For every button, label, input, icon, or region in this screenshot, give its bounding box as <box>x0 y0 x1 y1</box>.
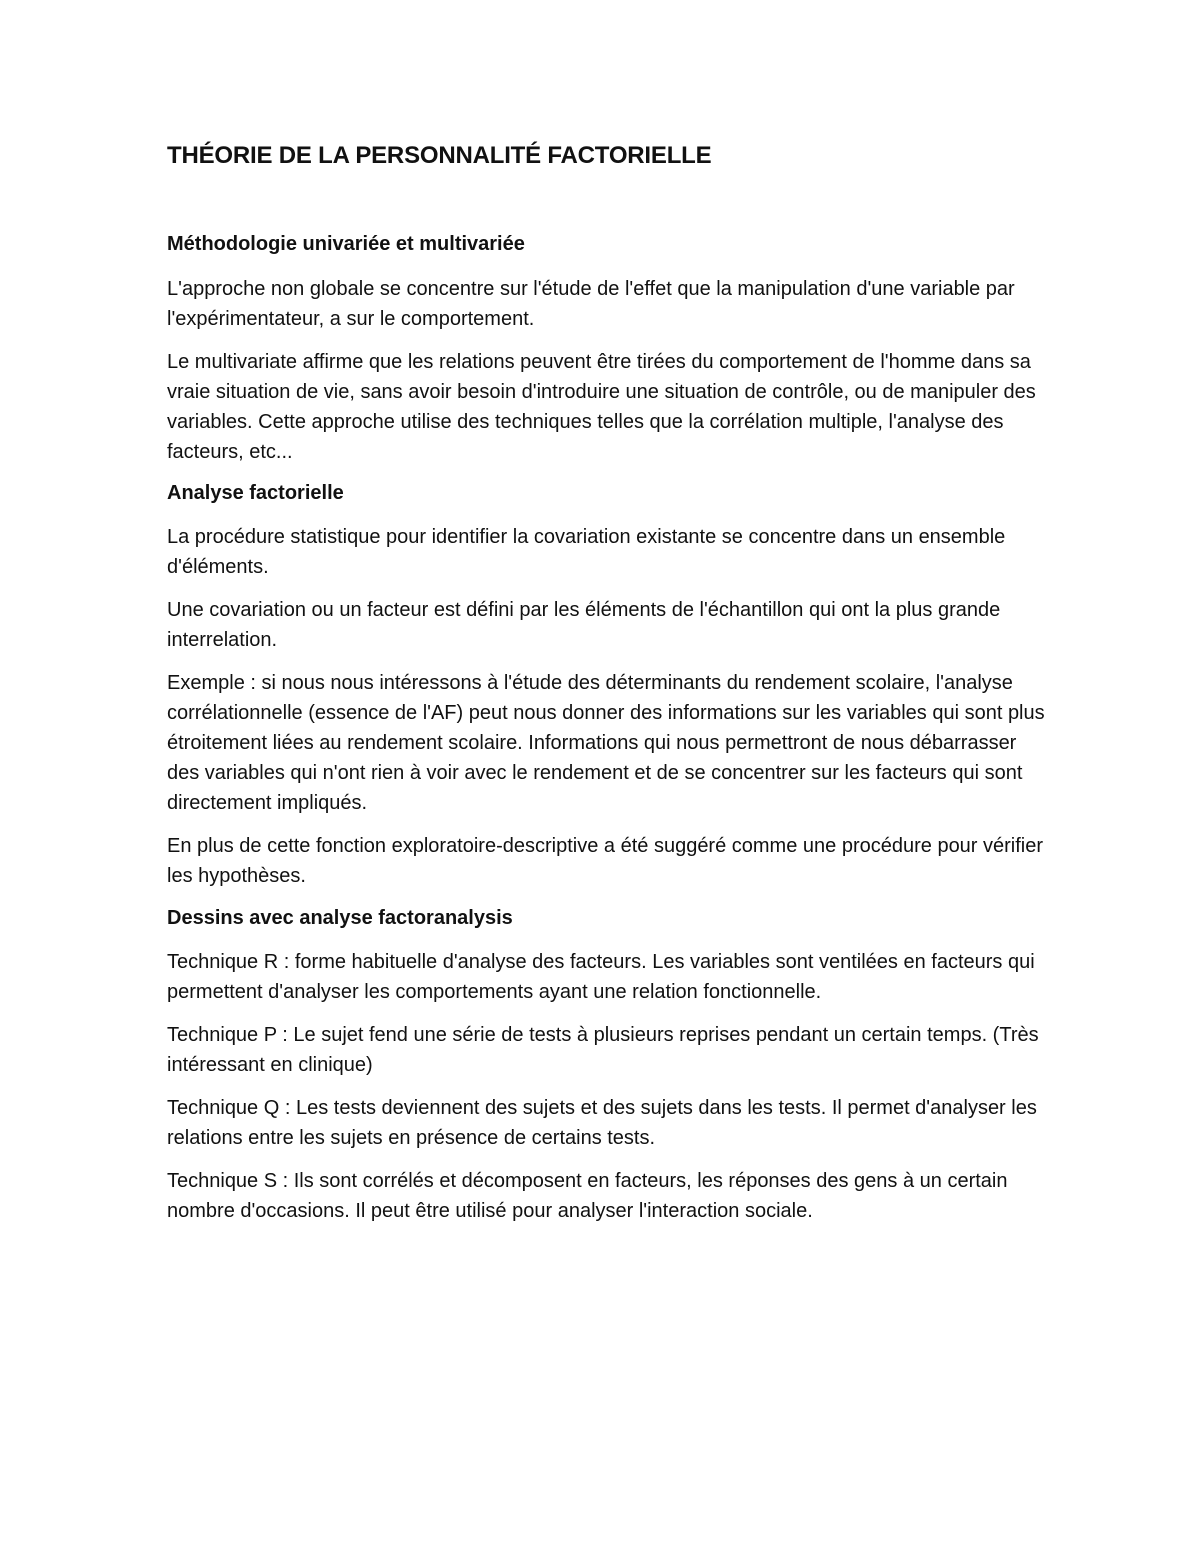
section-heading-analyse-factorielle: Analyse factorielle <box>167 482 344 504</box>
section-heading-methodologie: Méthodologie univariée et multivariée <box>167 233 525 255</box>
section-heading-dessins: Dessins avec analyse factoranalysis <box>167 907 513 929</box>
paragraph-procedure-statistique: La procédure statistique pour identifier la covariation existante se concentre dans un ensemble d'éléments. <box>167 526 1006 578</box>
document-title: THÉORIE DE LA PERSONNALITÉ FACTORIELLE <box>167 142 712 169</box>
paragraph-multivariate: Le multivariate affirme que les relations peuvent être tirées du comportement de l'homme dans sa vraie situation de vie, sans avoir besoin d'introduire une situation de contrôle, ou de manipuler des variables. Cette approche utilise des techniques telles que la corrélation multiple, l'analyse des facteurs, etc... <box>167 351 1036 463</box>
paragraph-technique-q: Technique Q : Les tests deviennent des sujets et des sujets dans les tests. Il permet d'analyser les relations entre les sujets en présence de certains tests. <box>167 1097 1037 1149</box>
paragraph-technique-s: Technique S : Ils sont corrélés et décomposent en facteurs, les réponses des gens à un certain nombre d'occasions. Il peut être utilisé pour analyser l'interaction sociale. <box>167 1170 1008 1222</box>
paragraph-technique-r: Technique R : forme habituelle d'analyse des facteurs. Les variables sont ventilées en facteurs qui permettent d'analyser les comportements ayant une relation fonctionnelle. <box>167 951 1035 1003</box>
paragraph-fonction-exploratoire: En plus de cette fonction exploratoire-descriptive a été suggéré comme une procédure pour vérifier les hypothèses. <box>167 835 1044 887</box>
document-body <box>167 140 1047 1226</box>
paragraph-covariation: Une covariation ou un facteur est défini par les éléments de l'échantillon qui ont la plus grande interrelation. <box>167 599 1001 651</box>
paragraph-approche-non-globale: L'approche non globale se concentre sur l'étude de l'effet que la manipulation d'une variable par l'expérimentateur, a sur le comportement. <box>167 278 1015 330</box>
paragraph-technique-p: Technique P : Le sujet fend une série de tests à plusieurs reprises pendant un certain temps. (Très intéressant en clinique) <box>167 1024 1039 1076</box>
paragraph-exemple: Exemple : si nous nous intéressons à l'étude des déterminants du rendement scolaire, l'analyse corrélationnelle (essence de l'AF) peut nous donner des informations sur les variables qui sont plus étroitement liées au rendement scolaire. Informations qui nous permettront de nous débarrasser des variables qui n'ont rien à voir avec le rendement et de se concentrer sur les facteurs qui sont directement impliqués. <box>167 672 1045 814</box>
